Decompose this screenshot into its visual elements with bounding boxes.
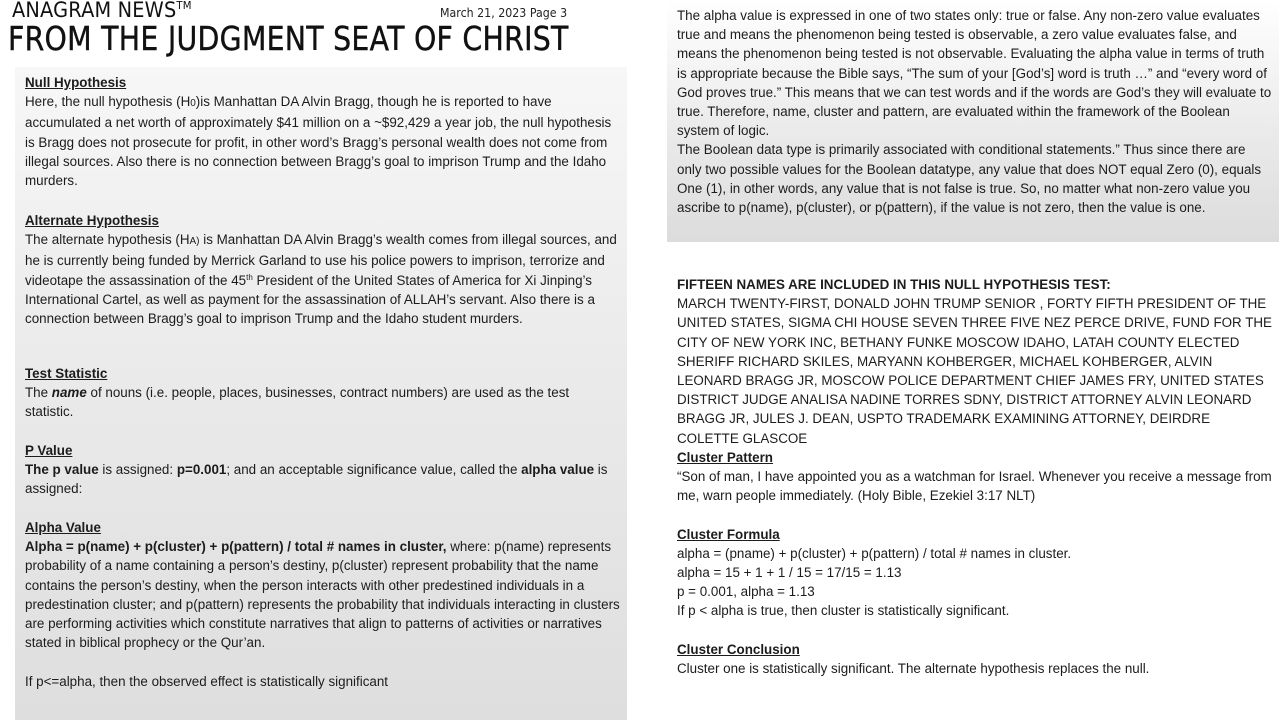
headline: FROM THE JUDGMENT SEAT OF CHRIST xyxy=(8,19,569,58)
test-statistic-emphasis: name xyxy=(51,385,87,401)
significance-rule: If p<=alpha, then the observed effect is statistically significant xyxy=(25,673,388,689)
names-section xyxy=(677,275,1273,678)
cluster-formula-heading: Cluster Formula xyxy=(677,526,780,542)
p-value-section xyxy=(25,441,621,499)
trademark-mark: TM xyxy=(176,0,192,12)
left-panel xyxy=(15,67,627,720)
cluster-formula-line: alpha = (pname) + p(cluster) + p(pattern) / total # names in cluster. xyxy=(677,545,1072,561)
alpha-formula: Alpha = p(name) + p(cluster) + p(pattern) / total # names in cluster, xyxy=(25,539,447,555)
cluster-formula-line: If p < alpha is true, then cluster is statistically significant. xyxy=(677,603,1010,619)
null-hypothesis-intro: Here, the null hypothesis ( xyxy=(25,94,181,110)
dateline: March 21, 2023 Page 3 xyxy=(440,6,568,20)
names-list: MARCH TWENTY-FIRST, DONALD JOHN TRUMP SENIOR , FORTY FIFTH PRESIDENT OF THE UNITED STATES, SIGMA CHI HOUSE SEVEN THREE FIVE NEZ PERCE DRIVE, FUND FOR THE CITY OF NEW YORK INC, BETHANY FUNKE MOSCOW IDAHO, LATAH COUNTY ELECTED SHERIFF RICHARD SKILES, MARYANN KOHBERGER, MICHAEL KOHBERGER, ALVIN LEONARD BRAGG JR, MOSCOW POLICE DEPARTMENT CHIEF JAMES FRY, UNITED STATES DISTRICT JUDGE ANALISA NADINE TORRES SDNY, DISTRICT ATTORNEY ALVIN LEONARD BRAGG JR, JULES J. DEAN, USPTO TRADEMARK EXAMINING ATTORNEY, DEIRDRE COLETTE GLASCOE xyxy=(677,296,1272,446)
alternate-hypothesis-heading: Alternate Hypothesis xyxy=(25,213,159,228)
test-statistic-pre: The xyxy=(25,385,52,401)
alternate-hypothesis-body-2: President of the United States of America for Xi Jinping’s International Cartel, as well as payment for the assassination of ALLAH’s servant. Also there is a connection between Bragg’s goal to imprison Trump and the Idaho student murders. xyxy=(25,272,595,327)
p-value-label: The p value xyxy=(25,462,99,478)
boolean-paragraph-1: The alpha value is expressed in one of two states only: true or false. Any non-zero value evaluates true and means the phenomenon being tested is observable, a zero value evaluates false, and means the phenomenon being tested is not observable. Evaluating the alpha value in terms of truth is appropriate because the Bible says, “The sum of your [God’s] word is truth …” and “every word of God proves true.” This means that we can test words and if the words are God’s they will evaluate to true. Therefore, name, cluster and pattern, are evaluated within the framework of the Boolean system of logic. xyxy=(677,8,1272,139)
null-hypothesis-symbol-sub: 0 xyxy=(190,98,196,110)
names-heading: FIFTEEN NAMES ARE INCLUDED IN THIS NULL HYPOTHESIS TEST: xyxy=(677,277,1111,292)
alpha-value-heading: Alpha Value xyxy=(25,520,101,535)
null-hypothesis-section xyxy=(25,73,621,190)
p-value-text-1: is assigned: xyxy=(98,462,177,478)
alpha-value-label: alpha value xyxy=(521,462,595,478)
boolean-paragraph-2: The Boolean data type is primarily associated with conditional statements.” Thus since there are only two possible values for the Boolean datatype, any value that does NOT equal Zero (0), equals One (1), in other words, any value that is not false is true. So, no matter what non-zero value you ascribe to p(name), p(cluster), or p(pattern), if the value is not zero, then the value is one. xyxy=(677,142,1262,216)
test-statistic-heading: Test Statistic xyxy=(25,366,108,381)
brand-name: ANAGRAM NEWS xyxy=(12,0,177,22)
alpha-description: where: p(name) represents probability of a name containing a person’s destiny, p(cluster) represent probability that the name contains the person’s destiny, when the person interacts with other predestined individuals in a predestination cluster; and p(pattern) represents the probability that individuals interacting in clusters are performing activities which constitute narratives that align to patterns of activities or narratives stated in biblical prophecy or the Qur’an. xyxy=(25,539,620,651)
cluster-formula-line: p = 0.001, alpha = 1.13 xyxy=(677,584,815,600)
cluster-conclusion-text: Cluster one is statistically significant. The alternate hypothesis replaces the null. xyxy=(677,661,1150,677)
cluster-conclusion-heading: Cluster Conclusion xyxy=(677,641,800,657)
alpha-value-section xyxy=(25,518,621,691)
p-value-text-2: ; and an acceptable significance value, called the xyxy=(226,462,522,478)
null-hypothesis-body: )is Manhattan DA Alvin Bragg, though he is reported to have accumulated a net worth of approximately $41 million on a ~$92,429 a year job, the null hypothesis is Bragg does not prosecute for profit, in other word’s Bragg’s personal wealth does not come from illegal sources. Also there is no connection between Bragg’s goal to imprison Trump and the Idaho murders. xyxy=(25,94,612,189)
p-value-number: p=0.001 xyxy=(176,462,227,478)
alternate-hypothesis-intro: The alternate hypothesis ( xyxy=(25,232,180,248)
alternate-hypothesis-section xyxy=(25,211,621,328)
null-hypothesis-heading: Null Hypothesis xyxy=(25,75,127,90)
test-statistic-post: of nouns (i.e. people, places, businesses, contract numbers) are used as the test statistic. xyxy=(25,385,570,420)
boolean-logic-panel xyxy=(667,0,1279,242)
p-value-heading: P Value xyxy=(25,443,73,458)
ordinal-suffix: th xyxy=(246,272,253,282)
cluster-formula-line: alpha = 15 + 1 + 1 / 15 = 17/15 = 1.13 xyxy=(677,565,902,581)
cluster-pattern-quote: “Son of man, I have appointed you as a watchman for Israel. Whenever you receive a message from me, warn people immediately. (Holy Bible, Ezekiel 3:17 NLT) xyxy=(677,469,1272,504)
alternate-hypothesis-symbol: H xyxy=(179,232,190,248)
masthead xyxy=(8,0,608,62)
alternate-hypothesis-body-1: is Manhattan DA Alvin Bragg’s wealth comes from illegal sources, and he is currently being funded by Merrick Garland to use his police powers to imprison, terrorize and videotape the assassination of the 45 xyxy=(25,232,617,288)
cluster-pattern-heading: Cluster Pattern xyxy=(677,449,773,465)
p-value-text-3: is assigned: xyxy=(25,462,608,497)
test-statistic-section xyxy=(25,364,621,422)
null-hypothesis-symbol: H xyxy=(180,94,191,110)
boolean-logic-text xyxy=(677,6,1273,217)
alternate-hypothesis-symbol-sub: A) xyxy=(189,236,200,248)
